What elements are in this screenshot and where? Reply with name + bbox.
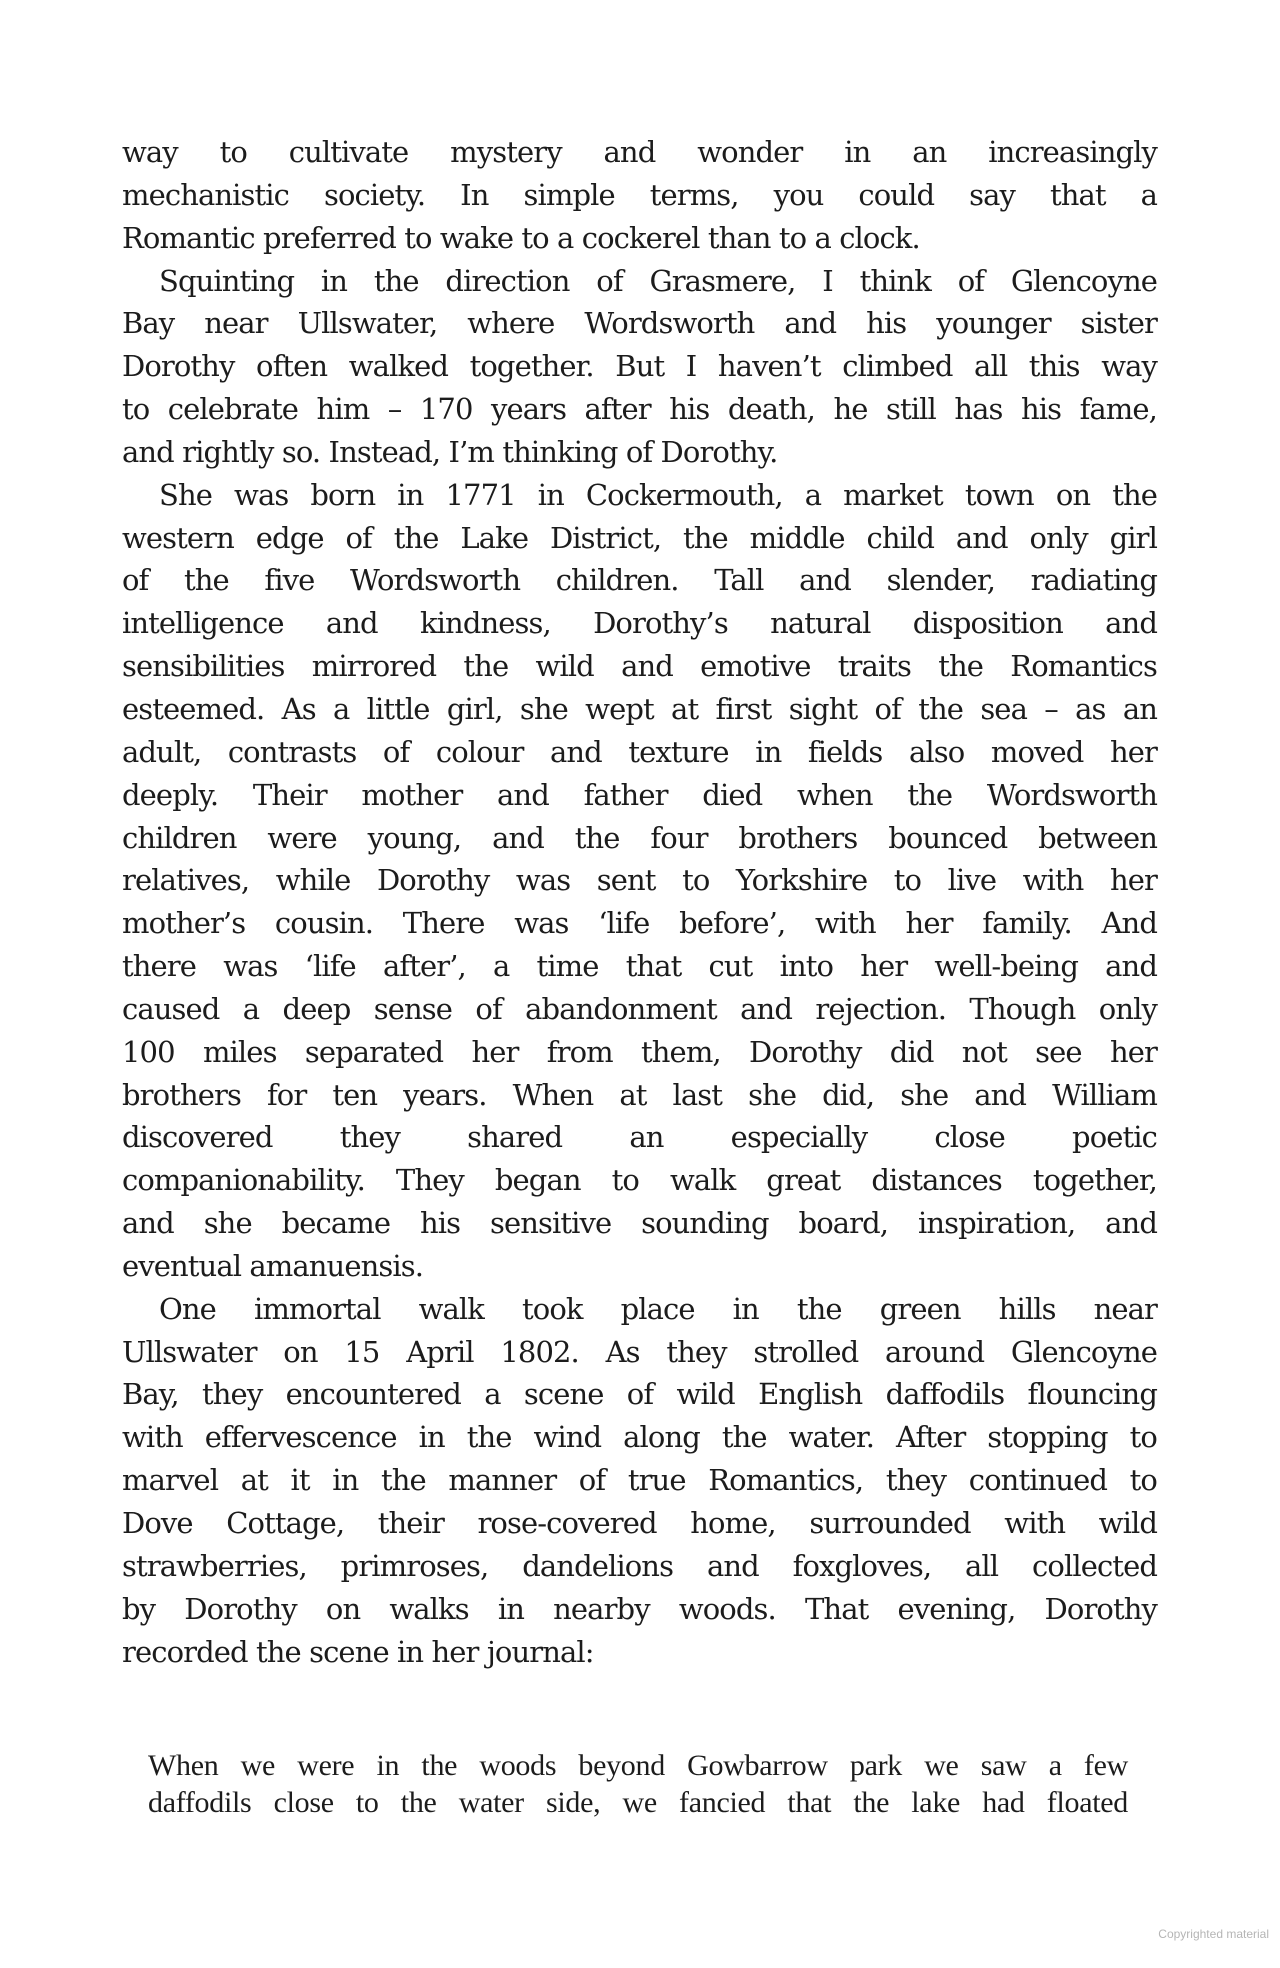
text-line: western edge of the Lake District, the middle child and only girl [122, 520, 1157, 555]
text-line: Romantic preferred to wake to a cockerel than to a clock. [122, 220, 920, 255]
text-line: companionability. They began to walk great distances together, [122, 1163, 1157, 1198]
text-line: way to cultivate mystery and wonder in an increasingly [122, 135, 1157, 169]
quote-line: daffodils close to the water side, we fancied that the lake had floated [148, 1786, 1128, 1819]
text-line: and she became his sensitive sounding board, inspiration, and [122, 1206, 1157, 1241]
text-line: Dove Cottage, their rose-covered home, surrounded with wild [122, 1506, 1157, 1540]
body-text [122, 131, 1157, 1673]
text-line: intelligence and kindness, Dorothy’s natural disposition and [122, 606, 1157, 641]
text-line: marvel at it in the manner of true Romantics, they continued to [122, 1463, 1157, 1498]
text-line: She was born in 1771 in Cockermouth, a market town on the [159, 477, 1157, 512]
paragraph [122, 260, 1157, 474]
text-line: Bay near Ullswater, where Wordsworth and his younger sister [122, 306, 1157, 341]
text-line: children were young, and the four brothers bounced between [122, 820, 1157, 855]
paragraph [122, 474, 1157, 1288]
text-line: Bay, they encountered a scene of wild English daffodils flouncing [122, 1377, 1157, 1412]
text-line: recorded the scene in her journal: [122, 1634, 594, 1669]
paragraph [122, 1288, 1157, 1674]
paragraph [122, 131, 1157, 260]
text-line: deeply. Their mother and father died when the Wordsworth [122, 777, 1157, 812]
text-line: adult, contrasts of colour and texture in fields also moved her [122, 734, 1157, 769]
text-line: brothers for ten years. When at last she did, she and William [122, 1077, 1157, 1112]
text-line: eventual amanuensis. [122, 1248, 424, 1283]
text-line: by Dorothy on walks in nearby woods. That evening, Dorothy [122, 1591, 1157, 1626]
text-line: and rightly so. Instead, I’m thinking of Dorothy. [122, 434, 778, 469]
text-line: esteemed. As a little girl, she wept at first sight of the sea – as an [122, 691, 1157, 726]
text-line: One immortal walk took place in the green hills near [159, 1291, 1157, 1326]
text-line: sensibilities mirrored the wild and emotive traits the Romantics [122, 649, 1157, 684]
text-line: with effervescence in the wind along the water. After stopping to [122, 1420, 1157, 1455]
text-line: relatives, while Dorothy was sent to Yorkshire to live with her [122, 863, 1157, 898]
text-line: to celebrate him – 170 years after his death, he still has his fame, [122, 392, 1157, 427]
text-line: Squinting in the direction of Grasmere, I think of Glencoyne [159, 263, 1157, 298]
text-line: discovered they shared an especially close poetic [122, 1120, 1157, 1155]
quote-line: When we were in the woods beyond Gowbarrow park we saw a few [148, 1749, 1128, 1782]
block-quote [148, 1747, 1128, 1821]
text-line: of the five Wordsworth children. Tall and slender, radiating [122, 563, 1157, 598]
copyright-watermark: Copyrighted material [1158, 1927, 1269, 1941]
text-line: mechanistic society. In simple terms, you could say that a [122, 177, 1157, 212]
text-line: 100 miles separated her from them, Dorothy did not see her [122, 1034, 1157, 1069]
text-line: caused a deep sense of abandonment and rejection. Though only [122, 991, 1157, 1026]
text-line: mother’s cousin. There was ‘life before’, with her family. And [122, 906, 1157, 941]
text-line: Ullswater on 15 April 1802. As they strolled around Glencoyne [122, 1334, 1157, 1369]
text-line: strawberries, primroses, dandelions and foxgloves, all collected [122, 1548, 1157, 1583]
text-line: Dorothy often walked together. But I haven’t climbed all this way [122, 349, 1157, 384]
text-line: there was ‘life after’, a time that cut into her well-being and [122, 949, 1157, 984]
